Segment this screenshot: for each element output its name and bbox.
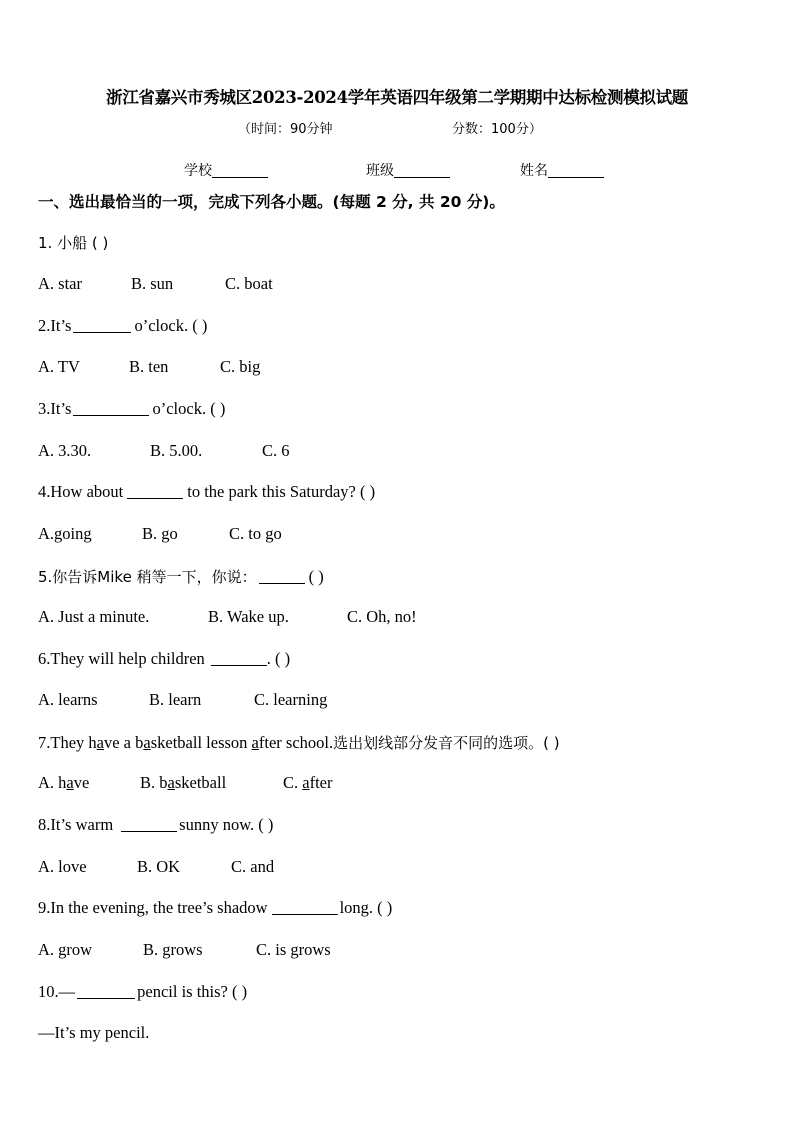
question-9 bbox=[38, 898, 392, 918]
class-field bbox=[366, 160, 450, 180]
question-8-pre: 8.It’s warm bbox=[38, 815, 114, 834]
question-6-post: . ( ) bbox=[266, 649, 291, 668]
name-field bbox=[520, 160, 604, 180]
question-2-pre: 2.It’s bbox=[38, 316, 72, 335]
name-label: 姓名 bbox=[520, 163, 548, 179]
q7-text-2: ve a b bbox=[103, 733, 144, 752]
q7-underlined-3: a bbox=[251, 733, 259, 752]
option-a: A. love bbox=[38, 857, 87, 876]
question-5-post: ( ) bbox=[308, 567, 324, 586]
question-1 bbox=[38, 232, 108, 253]
answer-blank bbox=[77, 984, 135, 999]
question-3-options bbox=[38, 441, 290, 461]
option-a: A. grow bbox=[38, 940, 93, 959]
option-b: B. Wake up. bbox=[208, 607, 289, 626]
option-a: A. learns bbox=[38, 690, 98, 709]
option-a bbox=[38, 773, 140, 793]
question-5 bbox=[38, 566, 324, 587]
option-c: C. and bbox=[231, 857, 275, 876]
question-2 bbox=[38, 316, 207, 336]
question-8-post: sunny now. ( ) bbox=[179, 815, 274, 834]
option-a: A. star bbox=[38, 274, 82, 293]
option-b bbox=[140, 773, 283, 793]
option-b: B. 5.00. bbox=[150, 441, 203, 460]
q7-underlined-1: a bbox=[96, 733, 104, 752]
option-b: B. sun bbox=[131, 274, 174, 293]
question-2-options bbox=[38, 357, 260, 377]
answer-blank bbox=[127, 484, 183, 499]
answer-blank bbox=[73, 401, 149, 416]
option-c: C. learning bbox=[254, 690, 328, 709]
question-9-pre: 9.In the evening, the tree’s shadow bbox=[38, 898, 268, 917]
answer-blank bbox=[272, 900, 338, 915]
name-blank bbox=[548, 162, 604, 178]
option-a: A. 3.30. bbox=[38, 441, 92, 460]
option-c: C. boat bbox=[225, 274, 273, 293]
option-b: B. learn bbox=[149, 690, 202, 709]
option-c bbox=[283, 773, 333, 793]
answer-blank bbox=[259, 569, 305, 584]
option-b-text: B. b bbox=[140, 773, 168, 792]
option-c-text: C. bbox=[283, 773, 303, 792]
option-c: C. 6 bbox=[262, 441, 290, 460]
question-2-post: o’clock. ( ) bbox=[134, 316, 208, 335]
option-a: A.going bbox=[38, 524, 92, 543]
answer-blank bbox=[211, 651, 267, 666]
exam-time: （时间：90分钟 bbox=[238, 122, 333, 137]
question-8 bbox=[38, 815, 273, 835]
question-1-options bbox=[38, 274, 273, 294]
question-10-post: pencil is this? ( ) bbox=[137, 982, 248, 1001]
class-blank bbox=[394, 162, 450, 178]
question-3-post: o’clock. ( ) bbox=[152, 399, 226, 418]
school-label: 学校 bbox=[184, 163, 212, 179]
q7-instruction: 选出划线部分发音不同的选项。( ) bbox=[333, 734, 560, 752]
option-a: A. TV bbox=[38, 357, 80, 376]
option-c: C. Oh, no! bbox=[347, 607, 417, 626]
option-c-rest: fter bbox=[309, 773, 333, 792]
option-b-rest: sketball bbox=[174, 773, 227, 792]
question-7-options bbox=[38, 773, 333, 793]
question-1-text: 1. 小船 ( ) bbox=[38, 234, 109, 252]
question-10-answer: —It’s my pencil. bbox=[38, 1023, 150, 1042]
exam-title: 浙江省嘉兴市秀城区2023-2024学年英语四年级第二学期期中达标检测模拟试题 bbox=[106, 88, 688, 107]
school-field bbox=[184, 160, 268, 180]
question-10-pre: 10.— bbox=[38, 982, 76, 1001]
question-5-pre: 5.你告诉Mike 稍等一下，你说： bbox=[38, 568, 257, 586]
option-b-underlined: a bbox=[167, 773, 175, 792]
option-c: C. to go bbox=[229, 524, 282, 543]
question-3-pre: 3.It’s bbox=[38, 399, 72, 418]
option-b: B. go bbox=[142, 524, 178, 543]
question-6 bbox=[38, 649, 290, 669]
question-4-post: to the park this Saturday? ( ) bbox=[187, 482, 376, 501]
option-c: C. big bbox=[220, 357, 261, 376]
option-b: B. ten bbox=[129, 357, 169, 376]
section-heading: 一、选出最恰当的一项，完成下列各小题。(每题 2 分, 共 20 分)。 bbox=[38, 193, 505, 211]
class-label: 班级 bbox=[366, 163, 394, 179]
option-a: A. Just a minute. bbox=[38, 607, 150, 626]
answer-blank bbox=[121, 817, 177, 832]
question-8-options bbox=[38, 857, 274, 877]
option-b: B. grows bbox=[143, 940, 203, 959]
answer-blank bbox=[73, 318, 131, 333]
question-5-options bbox=[38, 607, 417, 627]
question-3 bbox=[38, 399, 225, 419]
q7-text-1: 7.They h bbox=[38, 733, 97, 752]
q7-text-4: fter school. bbox=[258, 733, 334, 752]
question-9-post: long. ( ) bbox=[339, 898, 393, 917]
question-6-pre: 6.They will help children bbox=[38, 649, 205, 668]
option-c-underlined: a bbox=[302, 773, 310, 792]
option-c: C. is grows bbox=[256, 940, 331, 959]
question-9-options bbox=[38, 940, 331, 960]
option-a-text: A. h bbox=[38, 773, 67, 792]
option-a-underlined: a bbox=[66, 773, 74, 792]
question-10 bbox=[38, 982, 247, 1002]
option-a-rest: ve bbox=[73, 773, 90, 792]
school-blank bbox=[212, 162, 268, 178]
q7-underlined-2: a bbox=[143, 733, 151, 752]
option-b: B. OK bbox=[137, 857, 181, 876]
question-6-options bbox=[38, 690, 327, 710]
question-4 bbox=[38, 482, 375, 502]
question-7 bbox=[38, 732, 560, 753]
exam-score: 分数：100分） bbox=[452, 122, 542, 137]
question-4-pre: 4.How about bbox=[38, 482, 124, 501]
question-4-options bbox=[38, 524, 282, 544]
q7-text-3: sketball lesson bbox=[150, 733, 252, 752]
